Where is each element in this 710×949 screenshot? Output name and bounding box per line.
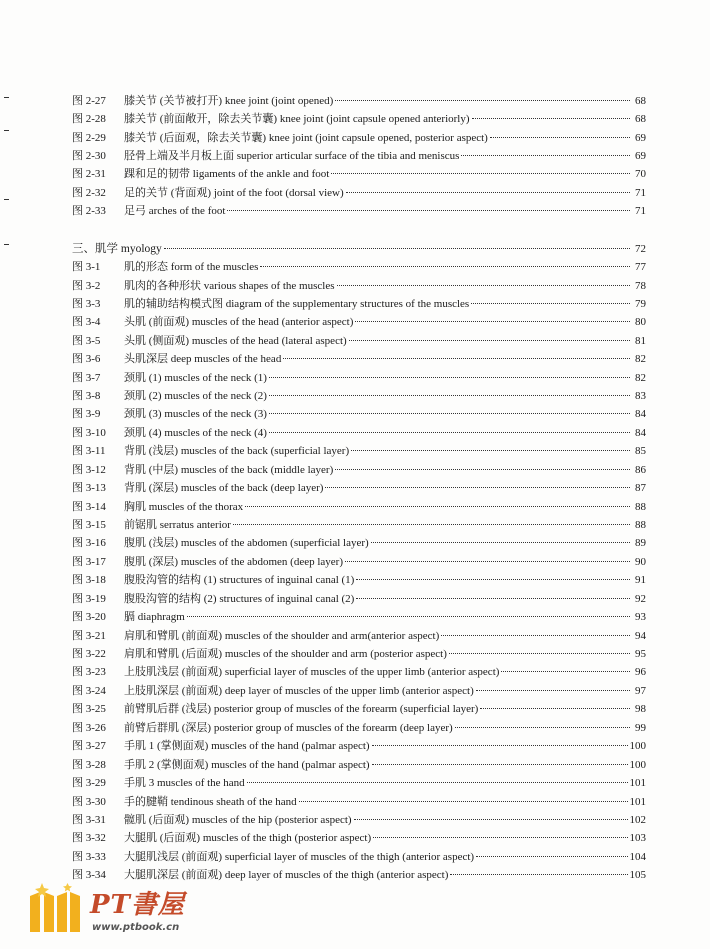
page-number: 90 bbox=[635, 556, 646, 568]
toc-entry[interactable] bbox=[72, 332, 646, 350]
figure-number: 图 3-23 bbox=[72, 666, 106, 678]
page-number: 96 bbox=[635, 666, 646, 678]
dot-leader bbox=[269, 377, 630, 378]
page-number: 69 bbox=[635, 150, 646, 162]
toc-entry[interactable] bbox=[72, 553, 646, 571]
dot-leader bbox=[480, 708, 630, 709]
figure-number: 图 3-21 bbox=[72, 630, 106, 642]
book-logo-icon bbox=[26, 882, 84, 934]
page-number: 91 bbox=[635, 574, 646, 586]
page-number: 104 bbox=[629, 851, 646, 863]
entry-title: 上肢肌深层 (前面观) deep layer of muscles of the upper limb (anterior aspect) bbox=[124, 685, 474, 697]
entry-title: 前臂肌后群 (浅层) posterior group of muscles of the forearm (superficial layer) bbox=[124, 703, 479, 715]
figure-number: 图 3-18 bbox=[72, 574, 106, 586]
scan-mark bbox=[4, 199, 9, 200]
page-number: 80 bbox=[635, 316, 646, 328]
page-number: 103 bbox=[629, 832, 646, 844]
figure-number: 图 2-32 bbox=[72, 187, 106, 199]
page-number: 98 bbox=[635, 703, 646, 715]
page-number: 88 bbox=[635, 519, 646, 531]
entry-title: 膝关节 (后面观，除去关节囊) knee joint (joint capsule opened, posterior aspect) bbox=[124, 132, 488, 144]
toc-entry[interactable] bbox=[72, 461, 646, 479]
entry-title: 腹肌 (浅层) muscles of the abdomen (superficial layer) bbox=[124, 537, 369, 549]
page-number: 86 bbox=[635, 464, 646, 476]
figure-number: 图 3-27 bbox=[72, 740, 106, 752]
entry-title: 颈肌 (2) muscles of the neck (2) bbox=[124, 390, 267, 402]
page-number: 77 bbox=[635, 261, 646, 273]
entry-title: 手肌 3 muscles of the hand bbox=[124, 777, 245, 789]
watermark-url: www.ptbook.cn bbox=[92, 922, 180, 933]
dot-leader bbox=[247, 782, 628, 783]
dot-leader bbox=[461, 155, 630, 156]
entry-title: 背肌 (深层) muscles of the back (deep layer) bbox=[124, 482, 324, 494]
figure-number: 图 2-31 bbox=[72, 168, 106, 180]
page-number: 99 bbox=[635, 722, 646, 734]
entry-title: 腹股沟管的结构 (2) structures of inguinal canal (2) bbox=[124, 593, 355, 605]
page-number: 95 bbox=[635, 648, 646, 660]
figure-number: 图 3-13 bbox=[72, 482, 106, 494]
figure-number: 图 3-20 bbox=[72, 611, 106, 623]
entry-title: 头肌 (前面观) muscles of the head (anterior aspect) bbox=[124, 316, 354, 328]
entry-title: 肩肌和臂肌 (前面观) muscles of the shoulder and arm(anterior aspect) bbox=[124, 630, 440, 642]
figure-number: 图 3-24 bbox=[72, 685, 106, 697]
figure-number: 图 3-12 bbox=[72, 464, 106, 476]
dot-leader bbox=[331, 173, 630, 174]
toc-entry[interactable] bbox=[72, 405, 646, 423]
entry-title: 胸肌 muscles of the thorax bbox=[124, 501, 244, 513]
figure-number: 图 3-3 bbox=[72, 298, 101, 310]
figure-number: 图 3-17 bbox=[72, 556, 106, 568]
toc-entry[interactable] bbox=[72, 774, 646, 792]
figure-number: 图 3-29 bbox=[72, 777, 106, 789]
entry-title: 腹股沟管的结构 (1) structures of inguinal canal (1) bbox=[124, 574, 355, 586]
watermark-brand: PT書屋 bbox=[90, 890, 185, 920]
dot-leader bbox=[325, 487, 630, 488]
figure-number: 图 3-7 bbox=[72, 372, 101, 384]
dot-leader bbox=[269, 413, 630, 414]
dot-leader bbox=[471, 303, 630, 304]
toc-entry[interactable] bbox=[72, 369, 646, 387]
entry-title: 膝关节 (前面敞开，除去关节囊) knee joint (joint capsule opened anteriorly) bbox=[124, 113, 470, 125]
entry-title: 肌的辅助结构模式图 diagram of the supplementary structures of the muscles bbox=[124, 298, 470, 310]
page-number: 70 bbox=[635, 168, 646, 180]
toc-entry[interactable] bbox=[72, 719, 646, 737]
dot-leader bbox=[335, 100, 630, 101]
entry-title: 颈肌 (1) muscles of the neck (1) bbox=[124, 372, 267, 384]
figure-number: 图 2-27 bbox=[72, 95, 106, 107]
dot-leader bbox=[372, 764, 628, 765]
page-number: 89 bbox=[635, 537, 646, 549]
entry-title: 颈肌 (3) muscles of the neck (3) bbox=[124, 408, 267, 420]
dot-leader bbox=[351, 450, 630, 451]
figure-number: 图 2-30 bbox=[72, 150, 106, 162]
toc-entry[interactable] bbox=[72, 534, 646, 552]
toc-entry[interactable] bbox=[72, 479, 646, 497]
figure-number: 图 2-29 bbox=[72, 132, 106, 144]
dot-leader bbox=[449, 653, 630, 654]
figure-number: 图 2-28 bbox=[72, 113, 106, 125]
page-number: 102 bbox=[629, 814, 646, 826]
toc-entry[interactable] bbox=[72, 313, 646, 331]
page-number: 88 bbox=[635, 501, 646, 513]
entry-title: 肌的形态 form of the muscles bbox=[124, 261, 259, 273]
dot-leader bbox=[283, 358, 630, 359]
toc-entry[interactable] bbox=[72, 350, 646, 368]
toc-entry[interactable] bbox=[72, 424, 646, 442]
toc-entry[interactable] bbox=[72, 498, 646, 516]
entry-title: 膝关节 (关节被打开) knee joint (joint opened) bbox=[124, 95, 334, 107]
entry-title: 颈肌 (4) muscles of the neck (4) bbox=[124, 427, 267, 439]
dot-leader bbox=[476, 690, 630, 691]
dot-leader bbox=[373, 837, 627, 838]
figure-number: 图 3-9 bbox=[72, 408, 101, 420]
dot-leader bbox=[349, 340, 630, 341]
page-number: 101 bbox=[629, 796, 646, 808]
entry-title: 手肌 2 (掌侧面观) muscles of the hand (palmar aspect) bbox=[124, 759, 370, 771]
entry-title: 足的关节 (背面观) joint of the foot (dorsal view) bbox=[124, 187, 344, 199]
page-number: 68 bbox=[635, 113, 646, 125]
dot-leader bbox=[187, 616, 630, 617]
figure-number: 图 3-2 bbox=[72, 280, 101, 292]
scan-mark bbox=[4, 97, 9, 98]
dot-leader bbox=[245, 506, 630, 507]
figure-number: 图 3-19 bbox=[72, 593, 106, 605]
toc-entry[interactable] bbox=[72, 608, 646, 626]
page-number: 68 bbox=[635, 95, 646, 107]
entry-title: 手的腱鞘 tendinous sheath of the hand bbox=[124, 796, 297, 808]
dot-leader bbox=[233, 524, 630, 525]
dot-leader bbox=[501, 671, 630, 672]
dot-leader bbox=[472, 118, 630, 119]
dot-leader bbox=[354, 819, 628, 820]
dot-leader bbox=[371, 542, 630, 543]
page-number: 92 bbox=[635, 593, 646, 605]
page-number: 100 bbox=[629, 759, 646, 771]
figure-number: 图 3-32 bbox=[72, 832, 106, 844]
toc-entry[interactable] bbox=[72, 516, 646, 534]
entry-title: 大腿肌深层 (前面观) deep layer of muscles of the thigh (anterior aspect) bbox=[124, 869, 449, 881]
scan-mark bbox=[4, 130, 9, 131]
dot-leader bbox=[490, 137, 630, 138]
dot-leader bbox=[299, 801, 628, 802]
page-number: 100 bbox=[629, 740, 646, 752]
figure-number: 图 3-15 bbox=[72, 519, 106, 531]
toc-entry[interactable] bbox=[72, 184, 646, 202]
entry-title: 肌肉的各种形状 various shapes of the muscles bbox=[124, 280, 335, 292]
figure-number: 图 3-30 bbox=[72, 796, 106, 808]
figure-number: 图 3-16 bbox=[72, 537, 106, 549]
figure-number: 图 3-31 bbox=[72, 814, 106, 826]
page-number: 87 bbox=[635, 482, 646, 494]
figure-number: 图 3-14 bbox=[72, 501, 106, 513]
entry-title: 前臂后群肌 (深层) posterior group of muscles of the forearm (deep layer) bbox=[124, 722, 453, 734]
toc-entry[interactable] bbox=[72, 793, 646, 811]
dot-leader bbox=[269, 432, 630, 433]
toc-entry[interactable] bbox=[72, 387, 646, 405]
toc-entry[interactable] bbox=[72, 202, 646, 220]
entry-title: 头肌深层 deep muscles of the head bbox=[124, 353, 282, 365]
dot-leader bbox=[227, 210, 630, 211]
toc-entry[interactable] bbox=[72, 258, 646, 276]
toc-entry[interactable] bbox=[72, 110, 646, 128]
toc-entry[interactable] bbox=[72, 590, 646, 608]
page-number: 78 bbox=[635, 280, 646, 292]
dot-leader bbox=[335, 469, 630, 470]
entry-title: 背肌 (中层) muscles of the back (middle layer) bbox=[124, 464, 334, 476]
figure-number: 图 3-26 bbox=[72, 722, 106, 734]
page-number: 97 bbox=[635, 685, 646, 697]
page-number: 81 bbox=[635, 335, 646, 347]
dot-leader bbox=[450, 874, 627, 875]
figure-number: 图 2-33 bbox=[72, 205, 106, 217]
entry-title: 胫骨上端及半月板上面 superior articular surface of the tibia and meniscus bbox=[124, 150, 460, 162]
entry-title: 背肌 (浅层) muscles of the back (superficial layer) bbox=[124, 445, 350, 457]
entry-title: 大腿肌 (后面观) muscles of the thigh (posterior aspect) bbox=[124, 832, 372, 844]
figure-number: 图 3-22 bbox=[72, 648, 106, 660]
page-number: 84 bbox=[635, 427, 646, 439]
toc-entry[interactable] bbox=[72, 147, 646, 165]
toc-entry[interactable] bbox=[72, 627, 646, 645]
page-number: 83 bbox=[635, 390, 646, 402]
toc-entry[interactable] bbox=[72, 645, 646, 663]
dot-leader bbox=[476, 856, 627, 857]
toc-entry[interactable] bbox=[72, 737, 646, 755]
dot-leader bbox=[346, 192, 630, 193]
dot-leader bbox=[345, 561, 630, 562]
page-number: 85 bbox=[635, 445, 646, 457]
dot-leader bbox=[269, 395, 630, 396]
toc-entry[interactable] bbox=[72, 295, 646, 313]
figure-number: 图 3-1 bbox=[72, 261, 101, 273]
page-number: 101 bbox=[629, 777, 646, 789]
entry-title: 头肌 (侧面观) muscles of the head (lateral aspect) bbox=[124, 335, 347, 347]
toc-entry[interactable] bbox=[72, 811, 646, 829]
toc-entry[interactable] bbox=[72, 829, 646, 847]
scan-mark bbox=[4, 244, 9, 245]
toc-entry[interactable] bbox=[72, 663, 646, 681]
toc-entry[interactable] bbox=[72, 442, 646, 460]
entry-title: 膈 diaphragm bbox=[124, 611, 185, 623]
figure-number: 图 3-8 bbox=[72, 390, 101, 402]
entry-title: 前锯肌 serratus anterior bbox=[124, 519, 231, 531]
toc-entry[interactable] bbox=[72, 129, 646, 147]
page-number: 72 bbox=[635, 243, 646, 255]
entry-title: 髋肌 (后面观) muscles of the hip (posterior aspect) bbox=[124, 814, 352, 826]
page-number: 93 bbox=[635, 611, 646, 623]
figure-number: 图 3-28 bbox=[72, 759, 106, 771]
toc-entry[interactable] bbox=[72, 848, 646, 866]
page-number: 79 bbox=[635, 298, 646, 310]
toc-entry[interactable] bbox=[72, 165, 646, 183]
entry-title: 腹肌 (深层) muscles of the abdomen (deep layer) bbox=[124, 556, 344, 568]
figure-number: 图 3-5 bbox=[72, 335, 101, 347]
page-number: 71 bbox=[635, 187, 646, 199]
dot-leader bbox=[455, 727, 630, 728]
page-number: 82 bbox=[635, 353, 646, 365]
toc-entry[interactable] bbox=[72, 756, 646, 774]
dot-leader bbox=[372, 745, 628, 746]
dot-leader bbox=[355, 321, 630, 322]
figure-number: 图 3-10 bbox=[72, 427, 106, 439]
entry-title: 手肌 1 (掌侧面观) muscles of the hand (palmar aspect) bbox=[124, 740, 370, 752]
section-title: 三、肌学 myology bbox=[72, 243, 162, 255]
entry-title: 肩肌和臂肌 (后面观) muscles of the shoulder and arm (posterior aspect) bbox=[124, 648, 447, 660]
page-number: 84 bbox=[635, 408, 646, 420]
dot-leader bbox=[356, 598, 630, 599]
figure-number: 图 3-34 bbox=[72, 869, 106, 881]
dot-leader bbox=[356, 579, 630, 580]
page-number: 94 bbox=[635, 630, 646, 642]
toc-entry[interactable] bbox=[72, 700, 646, 718]
page-number: 69 bbox=[635, 132, 646, 144]
dot-leader bbox=[260, 266, 630, 267]
toc-entry[interactable] bbox=[72, 682, 646, 700]
page-number: 105 bbox=[629, 869, 646, 881]
watermark-logo bbox=[26, 880, 226, 944]
figure-number: 图 3-25 bbox=[72, 703, 106, 715]
page-number: 71 bbox=[635, 205, 646, 217]
entry-title: 大腿肌浅层 (前面观) superficial layer of muscles of the thigh (anterior aspect) bbox=[124, 851, 475, 863]
dot-leader bbox=[164, 248, 630, 249]
toc-entry[interactable] bbox=[72, 571, 646, 589]
entry-title: 足弓 arches of the foot bbox=[124, 205, 226, 217]
section-heading[interactable] bbox=[72, 240, 646, 258]
dot-leader bbox=[441, 635, 630, 636]
figure-number: 图 3-33 bbox=[72, 851, 106, 863]
entry-title: 上肢肌浅层 (前面观) superficial layer of muscles of the upper limb (anterior aspect) bbox=[124, 666, 500, 678]
toc-entry[interactable] bbox=[72, 92, 646, 110]
page-number: 82 bbox=[635, 372, 646, 384]
entry-title: 踝和足的韧带 ligaments of the ankle and foot bbox=[124, 168, 330, 180]
figure-number: 图 3-11 bbox=[72, 445, 106, 457]
dot-leader bbox=[337, 285, 631, 286]
toc-entry[interactable] bbox=[72, 277, 646, 295]
figure-number: 图 3-6 bbox=[72, 353, 101, 365]
figure-number: 图 3-4 bbox=[72, 316, 101, 328]
